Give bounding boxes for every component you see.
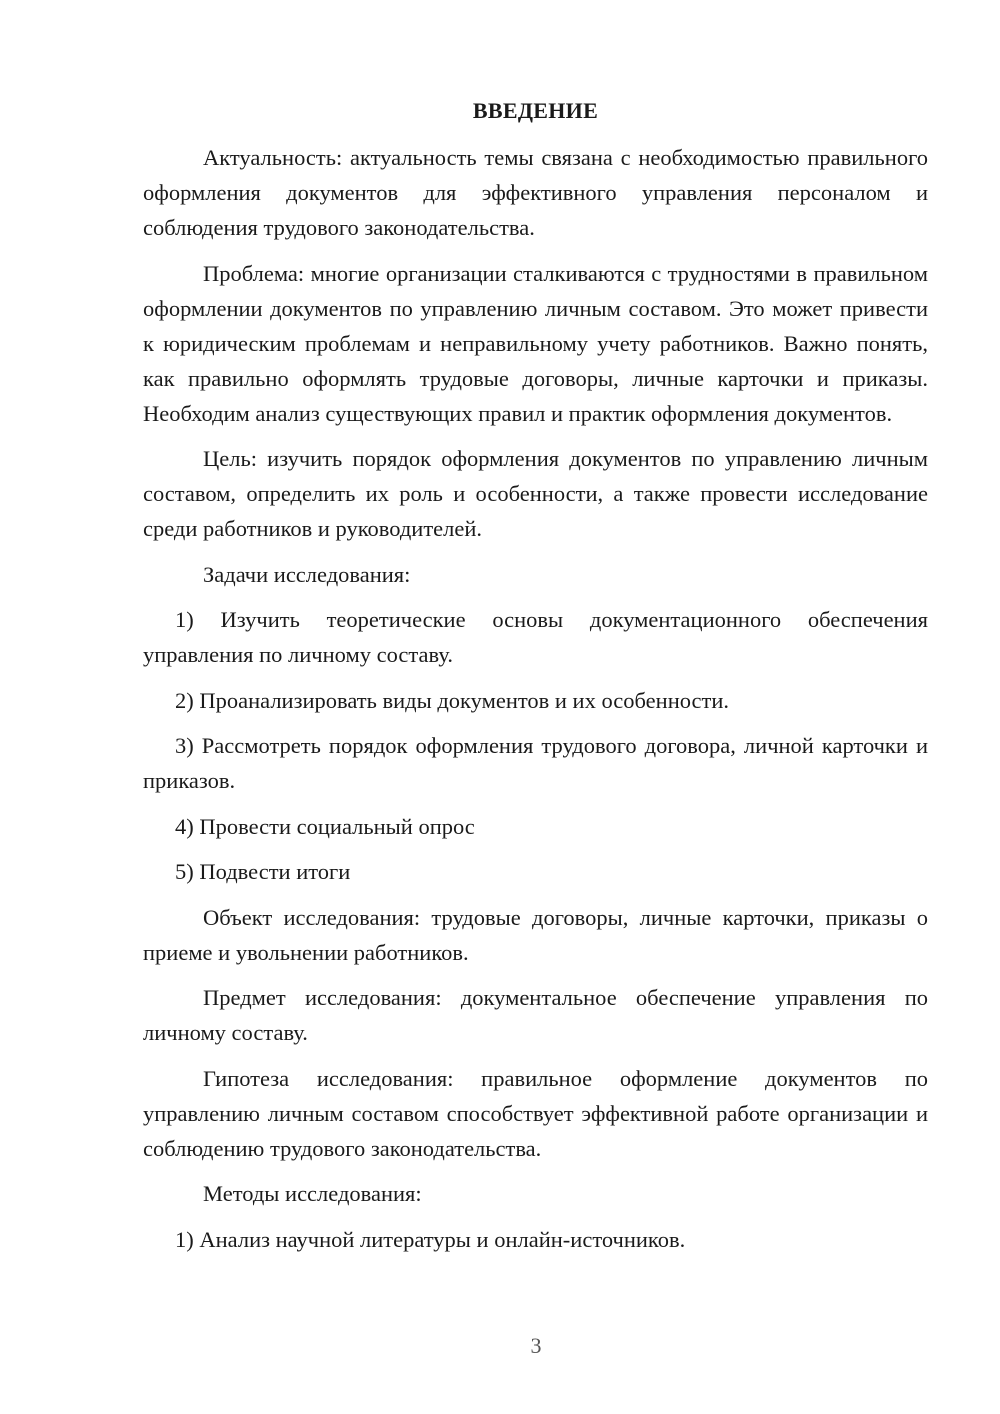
task-item-4: 4) Провести социальный опрос xyxy=(175,813,475,839)
task-item-3: 3) Рассмотреть порядок оформления трудового договора, личной карточки и приказов. xyxy=(143,733,928,793)
paragraph-goal: Цель: изучить порядок оформления документов по управлению личным составом, определить их роль и особенности, а также провести исследование среди работников и руководителей. xyxy=(143,446,928,541)
task-item-5: 5) Подвести итоги xyxy=(175,859,351,884)
paragraph-relevance: Актуальность: актуальность темы связана с необходимостью правильного оформления документов для эффективного управления персоналом и соблюдения трудового законодательства. xyxy=(143,145,928,240)
task-item-2: 2) Проанализировать виды документов и их особенности. xyxy=(175,687,730,713)
task-item-1: 1) Изучить теоретические основы документационного обеспечения управления по личному составу. xyxy=(143,607,928,667)
paragraph-hypothesis: Гипотеза исследования: правильное оформление документов по управлению личным составом способствует эффективной работе организации и соблюдению трудового законодательства. xyxy=(143,1065,928,1161)
document-body xyxy=(143,140,928,1267)
paragraph-subject: Предмет исследования: документальное обеспечение управления по личному составу. xyxy=(143,985,928,1045)
method-item-1: 1) Анализ научной литературы и онлайн-источников. xyxy=(175,1226,686,1252)
methods-heading: Методы исследования: xyxy=(203,1181,422,1206)
page-number: 3 xyxy=(530,1333,542,1358)
page-title: ВВЕДЕНИЕ xyxy=(472,98,599,123)
paragraph-object: Объект исследования: трудовые договоры, личные карточки, приказы о приеме и увольнении работников. xyxy=(143,904,928,965)
tasks-heading: Задачи исследования: xyxy=(203,561,411,587)
paragraph-problem: Проблема: многие организации сталкиваются с трудностями в правильном оформлении документов по управлению личным составом. Это может привести к юридическим проблемам и неправильному учету работников. Важно понять, как правильно оформлять трудовые договоры, личные карточки и приказы. Необходим анализ существующих правил и практик оформления документов. xyxy=(143,260,928,426)
